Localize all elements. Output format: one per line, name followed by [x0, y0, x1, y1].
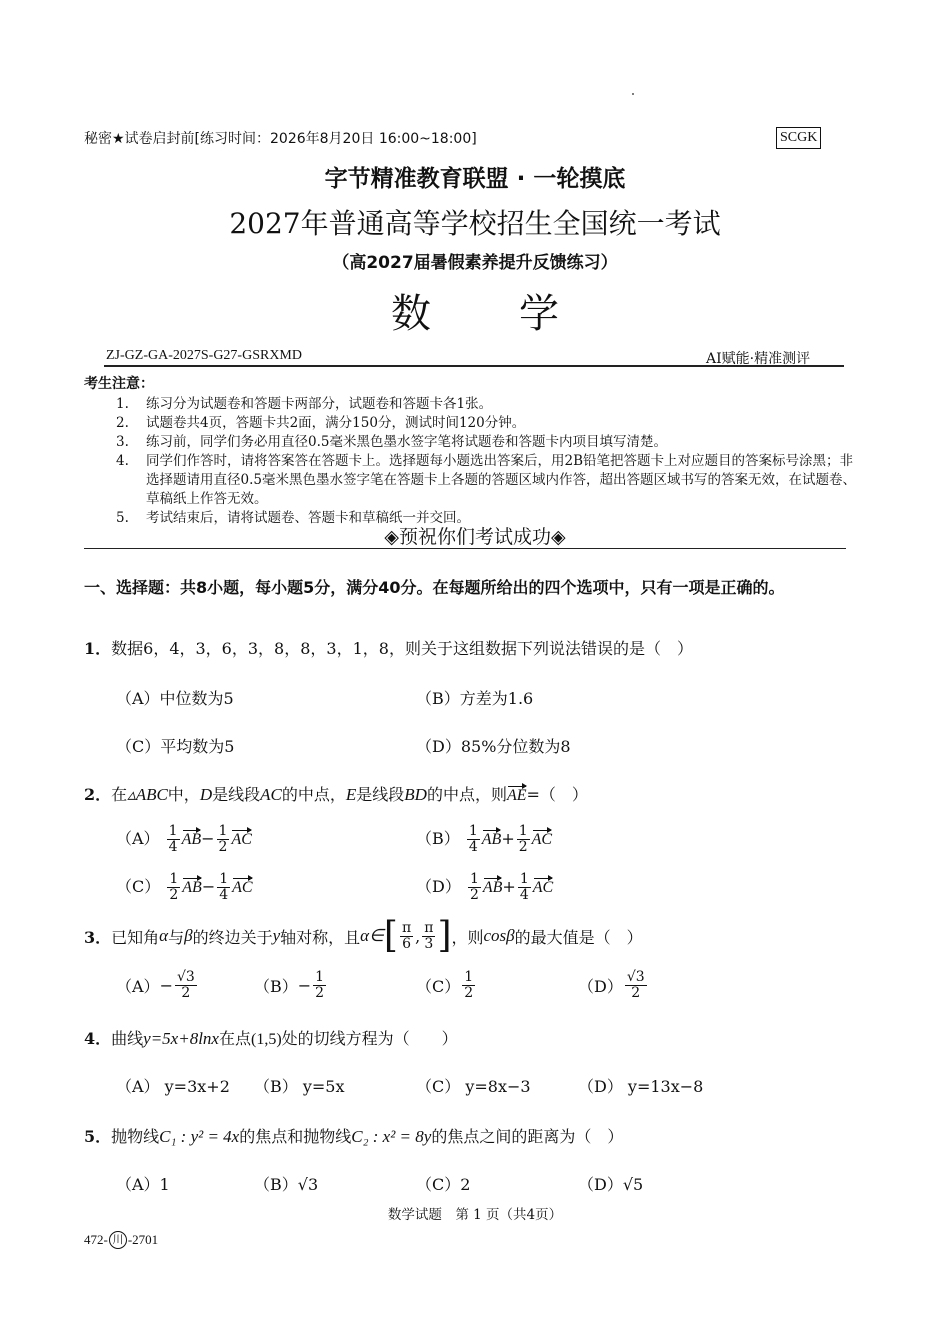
denominator: 4: [519, 887, 529, 903]
denominator: 4: [468, 839, 478, 855]
question-1: [84, 636, 693, 659]
vector-ac: AC: [231, 827, 251, 849]
subject-title: 数学: [391, 291, 647, 337]
question-number: 5．: [84, 1127, 112, 1146]
q1-option-b: （B）方差为1.6: [416, 689, 534, 708]
notice-item: [116, 395, 856, 414]
segment-ac: AC: [260, 785, 282, 804]
q2-text: 是线段: [212, 785, 261, 804]
denominator: 2: [169, 887, 179, 903]
question-text: 数据6，4，3，6，3，8，8，3，1，8，则关于这组数据下列说法错误的是（ ）: [111, 639, 693, 658]
fraction: [217, 872, 230, 903]
q2-text: 中，: [167, 785, 200, 804]
scan-dot: [632, 93, 634, 95]
q2-option-d: [416, 872, 553, 903]
header-divider: [104, 365, 844, 367]
q2-text: 的中点，: [281, 785, 346, 804]
numerator: 1: [315, 969, 325, 985]
q2-text: =（ ）: [526, 785, 588, 804]
fraction: [313, 970, 326, 1001]
question-number: 4．: [84, 1029, 112, 1048]
vector-ae: AE: [507, 783, 527, 805]
q3-text: 的最大值是（ ）: [514, 927, 643, 947]
beta: β: [184, 926, 193, 945]
q4-text: 处的切线方程为（ ）: [281, 1029, 458, 1048]
denominator: 2: [518, 839, 528, 855]
q3-option-c: [416, 970, 477, 1001]
q2-option-c: [116, 872, 253, 903]
denominator: 2: [469, 887, 479, 903]
q5-option-b: （B）√3: [254, 1175, 319, 1194]
y-axis: y: [272, 926, 281, 945]
denominator: 4: [219, 887, 229, 903]
q4-text: 曲线: [111, 1029, 144, 1048]
notice-num: 1.: [116, 396, 129, 412]
interval: [383, 915, 452, 956]
operator: −: [201, 829, 215, 848]
denominator: 2: [181, 985, 191, 1001]
q4-option-b: （B） y=5x: [254, 1077, 345, 1096]
numerator: 1: [219, 871, 229, 887]
question-2: [84, 782, 588, 805]
question-number: 3．: [84, 927, 112, 947]
point-e: E: [345, 785, 357, 804]
operator: −: [159, 976, 173, 995]
q3-text: ，则: [451, 927, 484, 947]
q2-text: 在: [111, 785, 128, 804]
question-number: 1．: [84, 639, 112, 658]
notice-num: 2.: [116, 415, 129, 431]
footer-code-prefix: 472-: [84, 1232, 108, 1247]
exam-badge: SCGK: [776, 127, 821, 149]
numerator: π: [401, 919, 412, 936]
vector-ab: AB: [483, 875, 503, 897]
operator: −: [297, 976, 312, 995]
fraction: [518, 872, 531, 903]
notice-text: 同学们作答时，请将答案答在答题卡上。选择题每小题选出答案后，用2B铅笔把答题卡上对应题目的答案标号涂黑；非选择题请用直径0.5毫米黑色墨水签字笔在答题卡上各题的答题区域内作答，超出答题区域书写的答案无效，在试题卷、草稿纸上作答无效。: [146, 453, 856, 507]
q3-text: 轴对称，且: [280, 927, 361, 947]
numerator: 1: [464, 969, 474, 985]
fraction: [517, 824, 530, 855]
notice-num: 4.: [116, 453, 129, 469]
numerator: 1: [468, 823, 478, 839]
fraction: [167, 872, 180, 903]
question-5: [84, 1124, 623, 1147]
notice-num: 5.: [116, 510, 129, 526]
q3-option-b: [254, 970, 328, 1001]
comma: ,: [415, 926, 421, 946]
notice-title: 考生注意：: [84, 376, 154, 392]
q2-text: 是线段: [356, 785, 405, 804]
q3-text: 已知角: [111, 927, 160, 947]
numerator: √3: [176, 969, 195, 985]
good-luck-banner: ◈预祝你们考试成功◈: [384, 526, 566, 548]
denominator: 2: [218, 839, 228, 855]
q2-text: 的中点，则: [426, 785, 507, 804]
numerator: 1: [168, 823, 178, 839]
fraction: [422, 921, 435, 952]
option-label: （A）: [116, 977, 160, 996]
denominator: 6: [402, 935, 411, 952]
q5-text: 的焦点和抛物线: [239, 1127, 352, 1146]
numerator: 1: [518, 823, 528, 839]
option-label: （B）: [254, 977, 298, 996]
numerator: 1: [169, 871, 179, 887]
q3-option-a: [116, 970, 199, 1001]
fraction: [400, 921, 413, 952]
section-title: 一、选择题：共8小题，每小题5分，满分40分。在每题所给出的四个选项中，只有一项是正确的。: [84, 578, 785, 597]
point-d: D: [199, 785, 213, 804]
fraction: [462, 970, 475, 1001]
alpha: α: [159, 926, 169, 945]
q2-option-b: [416, 824, 552, 855]
alliance-title: 字节精准教育联盟 · 一轮摸底: [324, 166, 626, 192]
fraction: [167, 824, 180, 855]
curve-equation: y=5x+8lnx: [143, 1029, 219, 1048]
vector-ab: AB: [482, 827, 502, 849]
option-label: （A）: [116, 829, 160, 848]
fraction: [467, 824, 480, 855]
q4-option-d: （D） y=13x−8: [578, 1077, 704, 1096]
left-bracket: [: [383, 915, 398, 956]
q5-option-a: （A）1: [116, 1175, 170, 1194]
option-label: （C）: [416, 977, 461, 996]
segment-bd: BD: [404, 785, 427, 804]
circled-char: 川: [109, 1231, 127, 1249]
denominator: 2: [315, 985, 325, 1001]
q2-option-a: [116, 824, 252, 855]
q5-text: 的焦点之间的距离为（ ）: [431, 1127, 624, 1146]
question-number: 2．: [84, 785, 112, 804]
option-label: （B）: [416, 829, 460, 848]
vector-ab: AB: [182, 827, 202, 849]
fraction: [625, 970, 647, 1001]
vector-ac: AC: [232, 875, 252, 897]
q5-option-d: （D）√5: [578, 1175, 644, 1194]
confidential-line: 秘密★试卷启封前[练习时间：2026年8月20日 16:00~18:00]: [84, 131, 477, 147]
notice-divider: [84, 548, 846, 549]
right-bracket: ]: [437, 915, 452, 956]
numerator: 1: [519, 871, 529, 887]
footer-code: [84, 1231, 158, 1249]
q4-text: 在点: [218, 1029, 251, 1048]
notice-text: 试题卷共4页，答题卡共2面，满分150分，测试时间120分钟。: [146, 415, 526, 431]
denominator: 2: [464, 985, 474, 1001]
notice-item: [116, 452, 856, 509]
vector-ac: AC: [533, 875, 553, 897]
option-label: （D）: [416, 877, 461, 896]
notice-text: 考试结束后，请将试题卷、答题卡和草稿纸一并交回。: [146, 510, 470, 526]
q1-option-a: （A）中位数为5: [116, 689, 234, 708]
q3-option-d: [578, 970, 649, 1001]
denominator: 2: [631, 985, 641, 1001]
exam-title: 2027年普通高等学校招生全国统一考试: [229, 207, 721, 240]
q5-text: 抛物线: [111, 1127, 160, 1146]
numerator: 1: [218, 823, 228, 839]
notice-text: 练习分为试题卷和答题卡两部分，试题卷和答题卡各1张。: [146, 396, 493, 412]
operator: +: [502, 877, 516, 896]
parabola-c1: C₁ : y² = 4x: [159, 1127, 240, 1146]
notice-item: [116, 414, 856, 433]
option-label: （C）: [116, 877, 161, 896]
q1-option-d: （D）85%分位数为8: [416, 737, 571, 756]
paper-code: ZJ-GZ-GA-2027S-G27-GSRXMD: [106, 348, 302, 363]
alpha-in: α∈: [360, 926, 384, 945]
q3-text: 的终边关于: [192, 927, 273, 947]
notice-item: [116, 433, 856, 452]
page-footer: 数学试题 第 1 页（共4页）: [387, 1207, 563, 1223]
footer-code-suffix: -2701: [127, 1232, 159, 1247]
q4-option-a: （A） y=3x+2: [116, 1077, 230, 1096]
option-label: （D）: [578, 977, 623, 996]
numerator: 1: [469, 871, 479, 887]
notice-text: 练习前，同学们务必用直径0.5毫米黑色墨水签字笔将试题卷和答题卡内项目填写清楚。: [146, 434, 667, 450]
q3-text: 与: [168, 927, 185, 947]
vector-ac: AC: [532, 827, 552, 849]
point: (1,5): [250, 1031, 282, 1048]
q4-option-c: （C） y=8x−3: [416, 1077, 531, 1096]
numerator: π: [424, 919, 434, 936]
triangle-abc: ▵ABC: [127, 785, 168, 804]
q5-option-c: （C）2: [416, 1175, 471, 1194]
ai-tagline: AI赋能·精准测评: [706, 351, 811, 367]
notice-list: [116, 395, 856, 528]
fraction: [468, 872, 481, 903]
denominator: 3: [424, 935, 434, 952]
cos-beta: cosβ: [483, 926, 515, 945]
question-4: [84, 1026, 458, 1049]
exam-subtitle: （高2027届暑假素养提升反馈练习）: [332, 253, 618, 273]
operator: +: [501, 829, 515, 848]
question-3: [84, 915, 643, 956]
numerator: √3: [626, 969, 645, 985]
vector-ab: AB: [182, 875, 202, 897]
q1-option-c: （C）平均数为5: [116, 737, 235, 756]
parabola-c2: C₂ : x² = 8y: [351, 1127, 432, 1146]
fraction: [217, 824, 230, 855]
notice-num: 3.: [116, 434, 129, 450]
fraction: [175, 970, 197, 1001]
operator: −: [201, 877, 216, 896]
denominator: 4: [168, 839, 178, 855]
